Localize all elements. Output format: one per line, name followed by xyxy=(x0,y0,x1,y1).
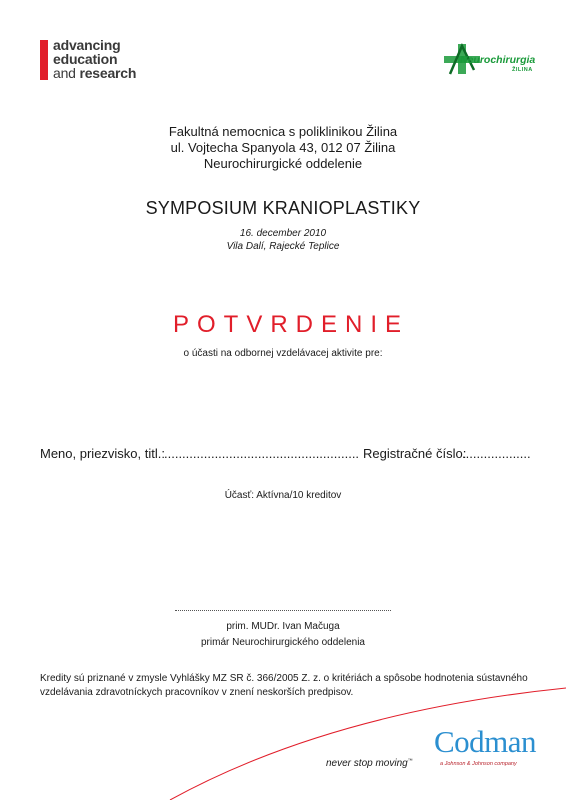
tagline-trademark: ™ xyxy=(407,758,413,764)
signatory-name: prim. MUDr. Ivan Mačuga xyxy=(226,621,340,632)
neuro-logo-name: Neurochirurgia xyxy=(460,54,536,66)
event-title: SYMPOSIUM KRANIOPLASTIKY xyxy=(145,198,421,218)
document-title: POTVRDENIE xyxy=(172,311,410,338)
credits-note: Kredity sú priznané v zmysle Vyhlášky MZ SR č. 366/2005 Z. z. o kritériách a spôsobe hodnotenia sústavného vzdelávania zdravotníckych pracovníkov v znení neskorších predpisov. xyxy=(40,673,528,698)
document-subtitle: o účasti na odbornej vzdelávacej aktivite pre: xyxy=(183,348,383,359)
logo-line-research-word: research xyxy=(79,65,137,81)
codman-parent-company: a Johnson & Johnson company xyxy=(440,761,517,767)
logo-line-education: education xyxy=(53,51,118,67)
registration-field-blank: ................... xyxy=(462,446,531,461)
event-venue: Vila Dalí, Rajecké Teplice xyxy=(226,241,340,252)
tagline xyxy=(326,758,413,769)
name-field-label: Meno, priezvisko, titl.: xyxy=(40,446,165,461)
signatory-title: primár Neurochirurgického oddelenia xyxy=(201,637,365,648)
participation-type: Účasť: Aktívna/10 kreditov xyxy=(224,490,342,501)
registration-field-label: Registračné číslo: xyxy=(363,446,467,461)
institution-address: ul. Vojtecha Spanyola 43, 012 07 Žilina xyxy=(170,140,396,155)
logo-line-and: and xyxy=(53,65,76,81)
codman-logo: Codman xyxy=(434,724,537,759)
institution-name: Fakultná nemocnica s poliklinikou Žilina xyxy=(168,124,398,139)
name-field-blank: ...................................................... xyxy=(164,446,360,461)
event-date: 16. december 2010 xyxy=(239,228,327,239)
institution-department: Neurochirurgické oddelenie xyxy=(203,156,363,171)
tagline-text: never stop moving xyxy=(326,758,408,769)
logo-line-advancing: advancing xyxy=(53,37,121,53)
neuro-logo-city: ŽILINA xyxy=(512,67,533,73)
